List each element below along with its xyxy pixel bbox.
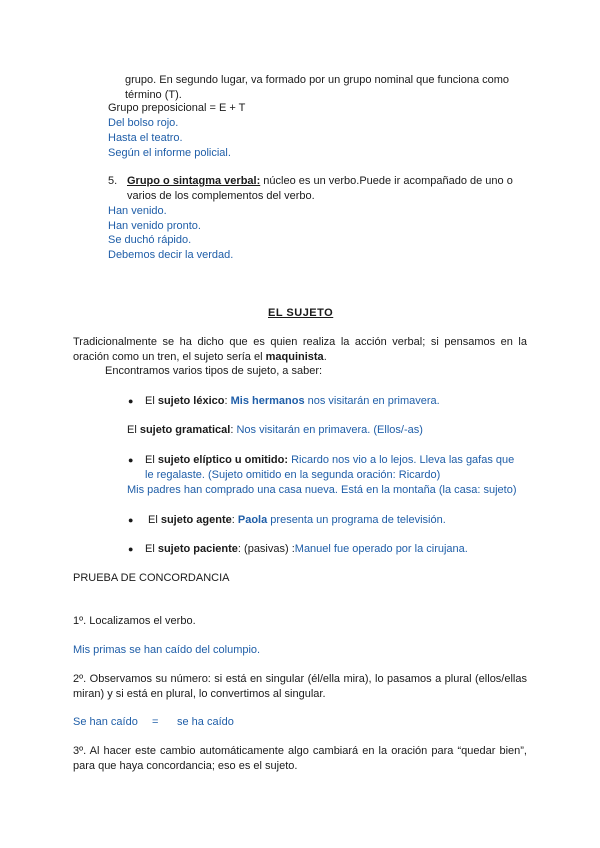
item-prefix: El [127, 424, 140, 436]
intro-text: Tradicionalmente se ha dicho que es quien realiza la acción verbal; si pensamos en la oración como un tren, el sujeto sería el [73, 336, 527, 363]
step-example: se ha caído [177, 716, 234, 728]
item-example-line: le regalaste. (Sujeto omitido en la segunda oración: Ricardo) [145, 469, 441, 481]
example-line: Han venido pronto. [108, 220, 201, 232]
bullet-icon: ● [128, 396, 134, 406]
bullet-icon: ● [128, 544, 134, 554]
list-item [145, 542, 468, 557]
item-colon: : [224, 395, 231, 407]
step-text: 2º. Observamos su número: si está en singular (él/ella mira), lo pasamos a plural (ellos/ellas miran) y si está en plural, lo convertimos al singular. [73, 673, 527, 700]
term: Grupo o sintagma verbal: [127, 175, 261, 187]
item-example: Ricardo nos vio a lo lejos. Lleva las gafas que [288, 454, 515, 466]
item-example: Manuel fue operado por la cirujana. [294, 543, 468, 555]
list-item [127, 174, 513, 189]
item-term: sujeto léxico [157, 395, 225, 407]
list-item [145, 453, 514, 468]
intro-paragraph [73, 335, 527, 365]
intro-line: Encontramos varios tipos de sujeto, a saber: [105, 365, 323, 377]
subsection-title: PRUEBA DE CONCORDANCIA [73, 572, 230, 584]
example-line: Hasta el teatro. [108, 132, 183, 144]
item-example-line: Mis padres han comprado una casa nueva. Está en la montaña (la casa: sujeto) [127, 484, 517, 496]
item-prefix: El [145, 543, 158, 555]
item-colon: : (pasivas) : [237, 543, 295, 555]
item-term: sujeto gramatical [139, 424, 231, 436]
example-line: Según el informe policial. [108, 147, 231, 159]
formula-line: Grupo preposicional = E + T [108, 102, 246, 114]
paragraph-line: término (T). [125, 89, 182, 101]
section-title: EL SUJETO [268, 307, 334, 319]
item-example: Nos visitarán [236, 424, 301, 436]
item-example-bold: Mis hermanos [230, 395, 305, 407]
item-example-bold: Paola [237, 514, 268, 526]
item-example: nos visitarán en primavera. [304, 395, 440, 407]
step-example: Se han caído [73, 716, 138, 728]
item-example: en primavera. (Ellos/-as) [300, 424, 423, 436]
item-prefix: El [148, 514, 161, 526]
example-line: Del bolso rojo. [108, 117, 179, 129]
item-term: sujeto elíptico u omitido: [157, 454, 289, 466]
item-colon: : [231, 514, 238, 526]
step-example-equals: = [152, 716, 159, 728]
list-item [148, 513, 446, 528]
step-text: 3º. Al hacer este cambio automáticamente algo cambiará en la oración para “quedar bien”, para que haya concordancia; eso es el sujeto. [73, 745, 527, 772]
item-colon: : [230, 424, 237, 436]
list-number: 5. [108, 175, 118, 187]
item-term: sujeto agente [160, 514, 232, 526]
item-term: sujeto paciente [157, 543, 238, 555]
bullet-icon: ● [128, 515, 134, 525]
step-example: Mis primas se han caído del columpio. [73, 644, 261, 656]
example-line: Debemos decir la verdad. [108, 249, 234, 261]
item-example: presenta un programa de televisión. [267, 514, 446, 526]
list-item [127, 423, 423, 438]
example-line: Se duchó rápido. [108, 234, 192, 246]
intro-end: . [323, 351, 327, 363]
item-prefix: El [145, 395, 158, 407]
definition: núcleo es un verbo.Puede ir acompañado de uno o [260, 175, 513, 187]
item-prefix: El [145, 454, 158, 466]
example-line: Han venido. [108, 205, 167, 217]
list-item [145, 394, 440, 409]
paragraph-line: grupo. En segundo lugar, va formado por un grupo nominal que funciona como [125, 74, 510, 86]
list-item-line: varios de los complementos del verbo. [127, 190, 315, 202]
bullet-icon: ● [128, 455, 134, 465]
intro-bold: maquinista [265, 351, 324, 363]
step-text: 1º. Localizamos el verbo. [73, 615, 196, 627]
